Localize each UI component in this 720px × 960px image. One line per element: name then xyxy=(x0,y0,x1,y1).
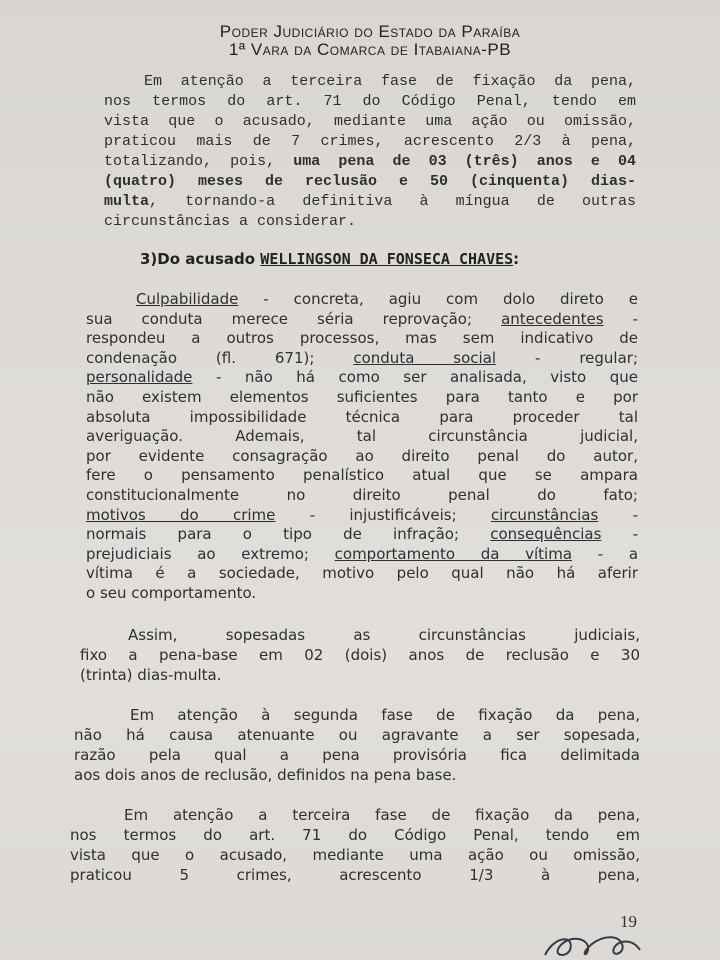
header-vara: 1ª Vara da Comarca de Itabaiana-PB xyxy=(228,40,512,59)
text-line: respondeu a outros processos, mas sem indicativo de xyxy=(86,329,638,348)
text-line: vista que o acusado, mediante uma ação ou omissão, xyxy=(70,846,640,864)
text-line: Em atenção a terceira fase de fixação da pena, xyxy=(124,806,640,824)
text-line: nos termos do art. 71 do Código Penal, tendo em xyxy=(104,93,636,110)
text-segment: - concreta, agiu com dolo direto e xyxy=(238,290,638,308)
section-heading xyxy=(140,250,519,268)
text-line: o seu comportamento. xyxy=(86,583,257,602)
paragraph-third-phase-previous xyxy=(104,72,636,232)
page-number: 19 xyxy=(620,912,637,931)
term-conduta-social: conduta social xyxy=(353,348,497,367)
text-segment: - xyxy=(601,525,638,544)
text-segment: - injustificáveis; xyxy=(275,505,457,524)
text-line: por evidente consagração ao direito penal do autor, xyxy=(86,446,638,465)
text-line xyxy=(104,192,636,212)
text-segment: , tornando-a definitiva à míngua de outras xyxy=(149,193,636,210)
text-segment: - regular; xyxy=(496,348,638,367)
paragraph-third-phase xyxy=(70,805,640,885)
penalty-bold-text: (quatro) meses de reclusão e 50 (cinquenta) dias- xyxy=(104,173,636,190)
text-line xyxy=(86,525,638,545)
text-line: (trinta) dias-multa. xyxy=(80,666,222,684)
text-line xyxy=(86,349,638,369)
text-line: fere o pensamento penalístico atual que se ampara xyxy=(86,466,638,485)
text-line: constitucionalmente no direito penal do fato; xyxy=(86,485,638,504)
text-line: absoluta impossibilidade técnica para proceder tal xyxy=(86,407,638,426)
text-line: vista que o acusado, mediante uma ação ou omissão, xyxy=(104,113,636,130)
text-line: Em atenção a terceira fase de fixação da pena, xyxy=(144,73,636,90)
text-segment: prejudiciais ao extremo; xyxy=(86,544,309,563)
section-prefix: 3)Do acusado xyxy=(140,250,256,268)
text-line: circunstâncias a considerar. xyxy=(104,213,357,230)
term-circunstancias: circunstâncias xyxy=(490,505,599,524)
term-personalidade: personalidade xyxy=(86,368,193,387)
text-line: Assim, sopesadas as circunstâncias judiciais, xyxy=(128,626,640,644)
paragraph-second-phase xyxy=(74,705,640,785)
text-segment: sua conduta merece séria reprovação; xyxy=(86,309,473,328)
text-line: averiguação. Ademais, tal circunstância judicial, xyxy=(86,427,638,446)
term-antecedentes: antecedentes xyxy=(501,309,604,328)
text-line xyxy=(104,152,636,172)
text-line: Em atenção à segunda fase de fixação da pena, xyxy=(130,706,640,724)
paragraph-judicial-circumstances xyxy=(86,290,638,604)
term-culpabilidade: Culpabilidade xyxy=(136,290,239,308)
defendant-name: WELLINGSON DA FONSECA CHAVES xyxy=(260,250,514,268)
text-line xyxy=(86,310,638,330)
section-suffix: : xyxy=(513,250,520,268)
text-segment: - xyxy=(598,505,638,524)
term-motivos-do-crime: motivos do crime xyxy=(86,505,276,524)
text-line: fixo a pena-base em 02 (dois) anos de reclusão e 30 xyxy=(80,646,640,664)
text-line: não existem elementos suficientes para tanto e por xyxy=(86,387,638,406)
text-line xyxy=(86,506,638,526)
text-line: razão pela qual a pena provisória fica delimitada xyxy=(74,746,640,764)
text-line: aos dois anos de reclusão, definidos na pena base. xyxy=(74,766,457,784)
header-court: Poder Judiciário do Estado da Paraíba xyxy=(219,22,521,41)
text-segment: condenação (fl. 671); xyxy=(86,348,315,367)
term-comportamento-da-vitima: comportamento da vítima xyxy=(334,544,573,563)
text-segment: - não há como ser analisada, visto que xyxy=(192,368,638,387)
text-segment: - xyxy=(603,309,638,328)
text-line: praticou 5 crimes, acrescento 1/3 à pena, xyxy=(70,866,640,884)
text-line xyxy=(86,368,638,388)
text-line: nos termos do art. 71 do Código Penal, tendo em xyxy=(70,826,640,844)
text-line xyxy=(86,290,638,310)
text-line xyxy=(86,545,638,565)
penalty-bold-text: multa xyxy=(104,193,150,210)
text-segment: normais para o tipo de infração; xyxy=(86,525,460,544)
penalty-bold-text: uma pena de 03 (três) anos e 04 xyxy=(293,153,636,170)
text-line: vítima é a sociedade, motivo pelo qual não há aferir xyxy=(86,564,638,583)
paragraph-base-penalty xyxy=(80,625,640,685)
signature-scribble xyxy=(540,920,650,960)
term-consequencias: consequências xyxy=(490,525,602,544)
text-segment: - a xyxy=(572,544,638,563)
text-line: praticou mais de 7 crimes, acrescento 2/3 à pena, xyxy=(104,133,636,150)
text-segment: totalizando, pois, xyxy=(104,153,276,170)
text-line: não há causa atenuante ou agravante a ser sopesada, xyxy=(74,726,640,744)
